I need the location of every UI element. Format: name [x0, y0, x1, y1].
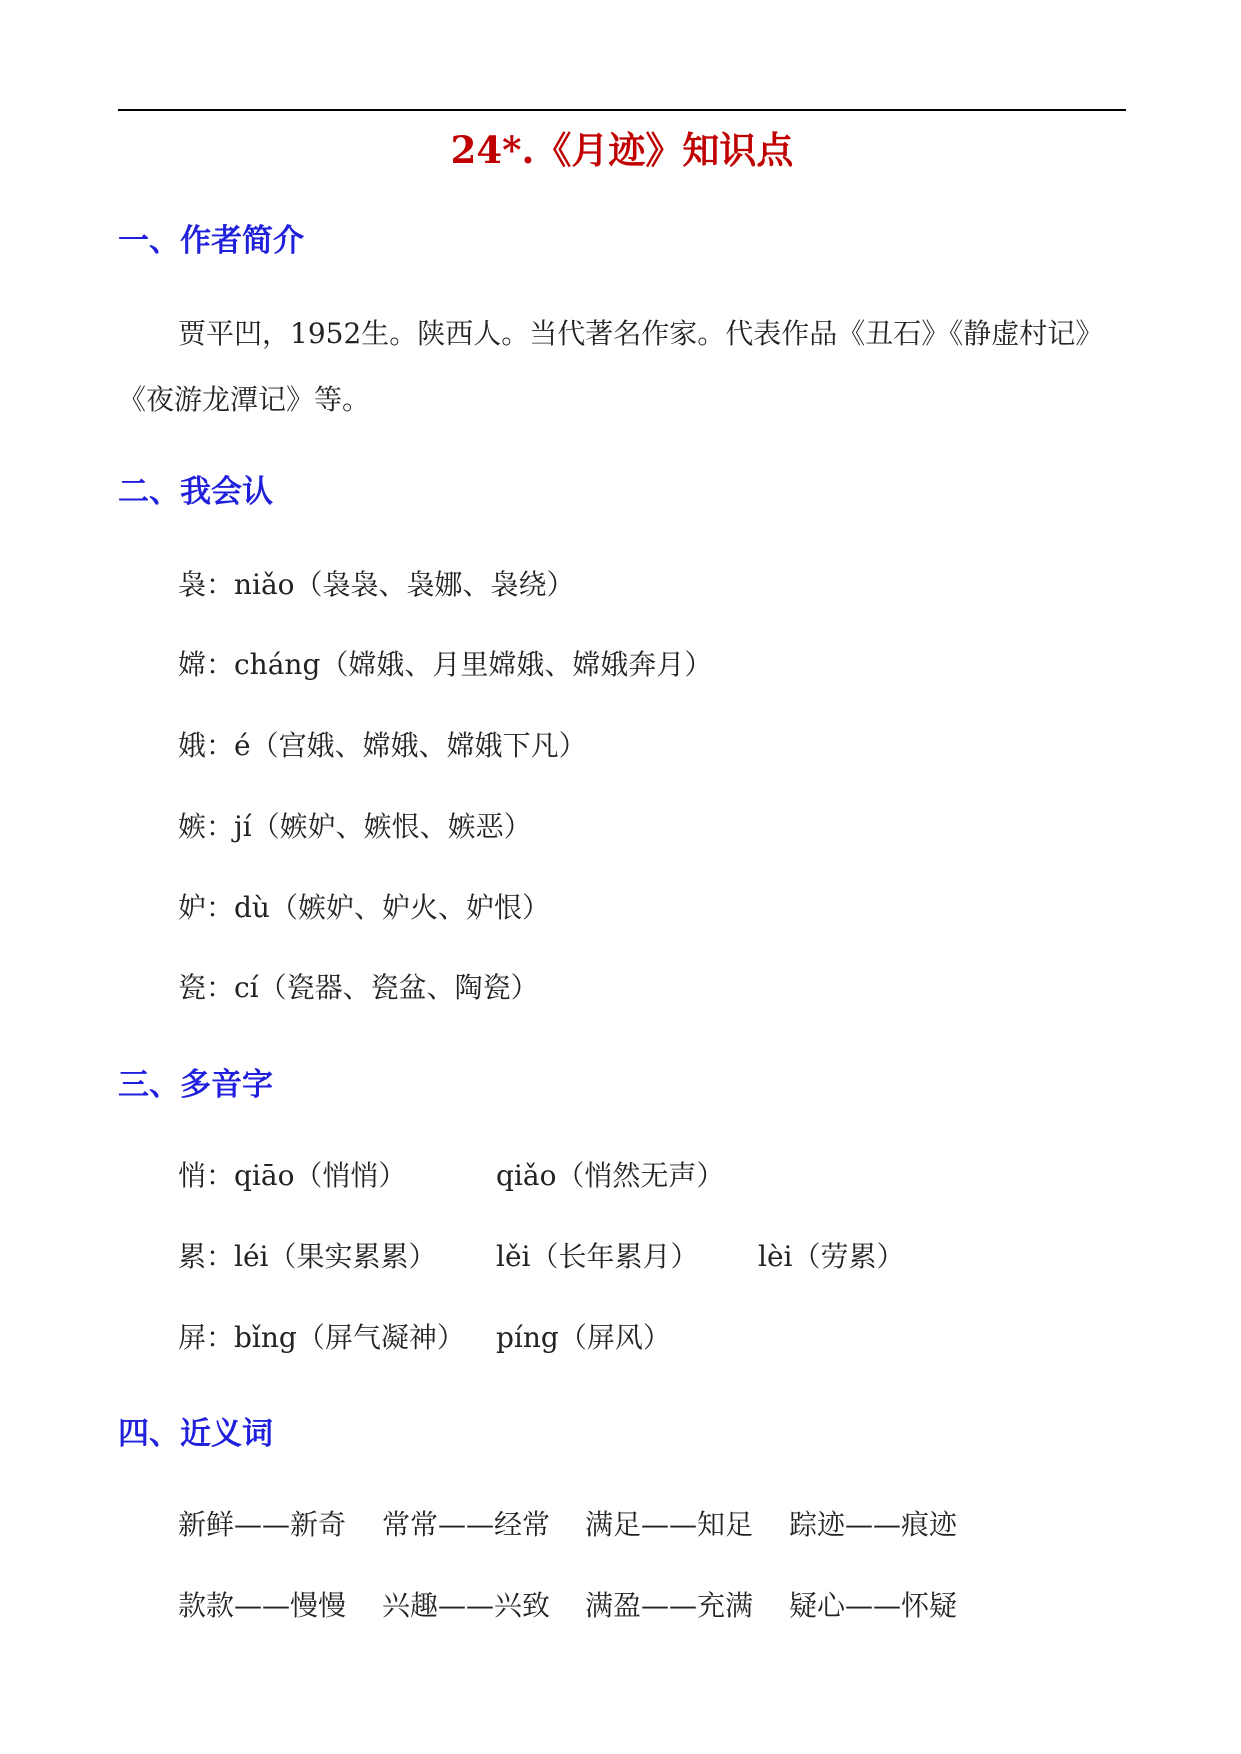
- author-paragraph: 贾平凹，1952生。陕西人。当代著名作家。代表作品《丑石》《静虚村记》《夜游龙潭记》等。: [118, 317, 1104, 416]
- synonym-pair: 新鲜——新奇: [178, 1508, 347, 1541]
- synonym-pair: 疑心——怀疑: [789, 1589, 958, 1622]
- polyphonic-entry: 累：léi（果实累累）: [178, 1240, 437, 1273]
- synonym-pair: 常常——经常: [382, 1508, 551, 1541]
- synonym-pair: 满盈——充满: [585, 1589, 754, 1622]
- synonym-pair: 兴趣——兴致: [382, 1589, 551, 1622]
- section-heading-recognize: 二、我会认: [118, 474, 273, 510]
- recognize-item: 妒：dù（嫉妒、妒火、妒恨）: [178, 891, 550, 924]
- recognize-item: 瓷：cí（瓷器、瓷盆、陶瓷）: [178, 971, 539, 1004]
- synonym-pair: 踪迹——痕迹: [789, 1508, 958, 1541]
- section-heading-polyphonic: 三、多音字: [118, 1067, 273, 1103]
- polyphonic-entry: 悄：qiāo（悄悄）: [178, 1159, 407, 1192]
- polyphonic-entry: píng（屏风）: [496, 1321, 671, 1354]
- recognize-item: 袅：niǎo（袅袅、袅娜、袅绕）: [178, 568, 575, 601]
- polyphonic-entry: qiǎo（悄然无声）: [496, 1159, 725, 1192]
- page-title: 24*.《月迹》知识点: [450, 128, 794, 172]
- recognize-item: 嫦：cháng（嫦娥、月里嫦娥、嫦娥奔月）: [178, 648, 713, 681]
- polyphonic-entry: lèi（劳累）: [758, 1240, 905, 1273]
- polyphonic-entry: lěi（长年累月）: [496, 1240, 699, 1273]
- recognize-item: 娥：é（宫娥、嫦娥、嫦娥下凡）: [178, 729, 587, 762]
- section-heading-author: 一、作者简介: [118, 223, 304, 259]
- top-rule: [118, 109, 1126, 111]
- section-heading-synonyms: 四、近义词: [118, 1416, 273, 1452]
- synonym-pair: 款款——慢慢: [178, 1589, 347, 1622]
- synonym-pair: 满足——知足: [585, 1508, 754, 1541]
- polyphonic-entry: 屏：bǐng（屏气凝神）: [178, 1321, 465, 1354]
- recognize-item: 嫉：jí（嫉妒、嫉恨、嫉恶）: [178, 810, 532, 843]
